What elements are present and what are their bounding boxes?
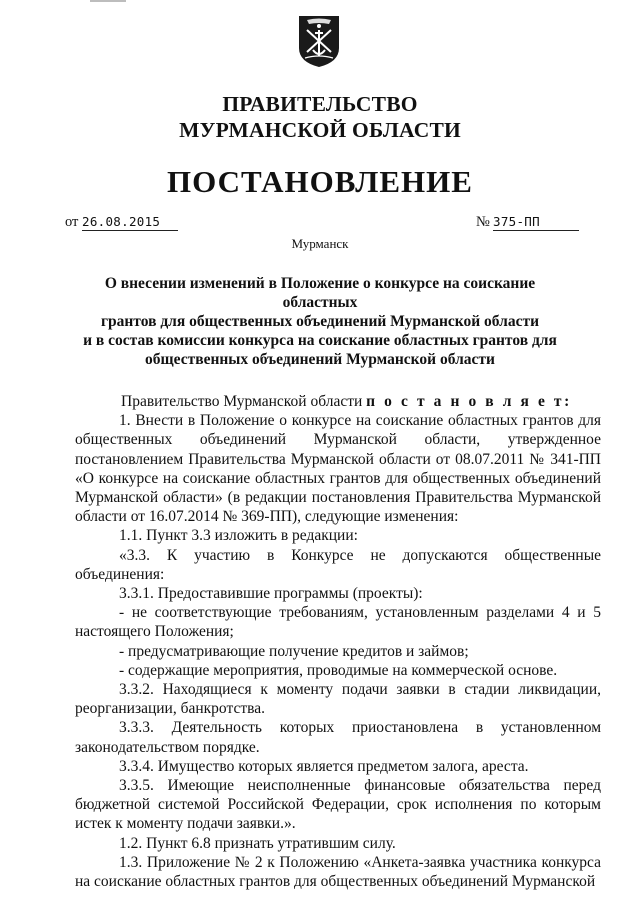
body-paragraph: «3.3. К участию в Конкурсе не допускаются общественные объединения: [75,546,601,583]
body-paragraph: 3.3.4. Имущество которых является предметом залога, ареста. [119,757,529,775]
intro-text: Правительство Мурманской области [121,393,367,410]
subject-line: общественных объединений Мурманской области [145,351,495,368]
coat-of-arms-icon [297,14,341,68]
document-number: 375-ПП [493,213,579,231]
number-prefix: № [476,214,490,230]
body-paragraph: 3.3.2. Находящиеся к моменту подачи заявки в стадии ликвидации, реорганизации, банкротства. [75,681,601,718]
intro-paragraph [75,392,601,411]
date-prefix: от [65,214,79,230]
body-paragraph: 1.3. Приложение № 2 к Положению «Анкета-заявка участника конкурса на соискание областных грантов для общественных объединений Мурманской [75,853,601,891]
resolves-keyword: п о с т а н о в л я е т: [366,393,572,410]
body-paragraph: - не соответствующие требованиям, установленным разделами 4 и 5 настоящего Положения; [75,604,601,641]
document-date: 26.08.2015 [82,213,178,231]
body-paragraph: 1. Внести в Положение о конкурсе на соискание областных грантов для общественных объединений Мурманской области, утвержденное постановлением Правительства Мурманской области от 08.07.2011 № 341-ПП «О конкурсе на соискание областных грантов для общественных объединений Мурманской области» (в редакции постановления Правительства Мурманской области от 16.07.2014 № 369-ПП), следующие изменения: [75,412,601,526]
body-paragraph: 3.3.5. Имеющие неисполненные финансовые обязательства перед бюджетной системой Российской Федерации, срок исполнения по которым истек к моменту подачи заявки.». [75,777,601,833]
body-paragraph: 1.2. Пункт 6.8 признать утратившим силу. [119,834,396,852]
document-body [75,392,601,891]
body-paragraph: 3.3.3. Деятельность которых приостановлена в установленном законодательством порядке. [75,719,601,756]
scan-artifact-line [90,0,126,2]
subject-line: и в состав комиссии конкурса на соискание областных грантов для [83,332,557,349]
city-name: Мурманск [291,236,349,251]
body-paragraph: - предусматривающие получение кредитов и займов; [119,642,469,660]
subject-line: грантов для общественных объединений Мурманской области [100,313,540,330]
body-paragraph: 1.1. Пункт 3.3 изложить в редакции: [119,527,358,545]
subject-line: О внесении изменений в Положение о конкурсе на соискание областных [104,275,536,311]
document-type-title: ПОСТАНОВЛЕНИЕ [167,164,473,199]
document-subject [70,274,570,369]
government-title-line2: МУРМАНСКОЙ ОБЛАСТИ [179,118,461,142]
body-paragraph: - содержащие мероприятия, проводимые на коммерческой основе. [119,661,558,679]
body-paragraph: 3.3.1. Предоставившие программы (проекты): [119,585,423,603]
government-title-line1: ПРАВИТЕЛЬСТВО [222,92,418,116]
